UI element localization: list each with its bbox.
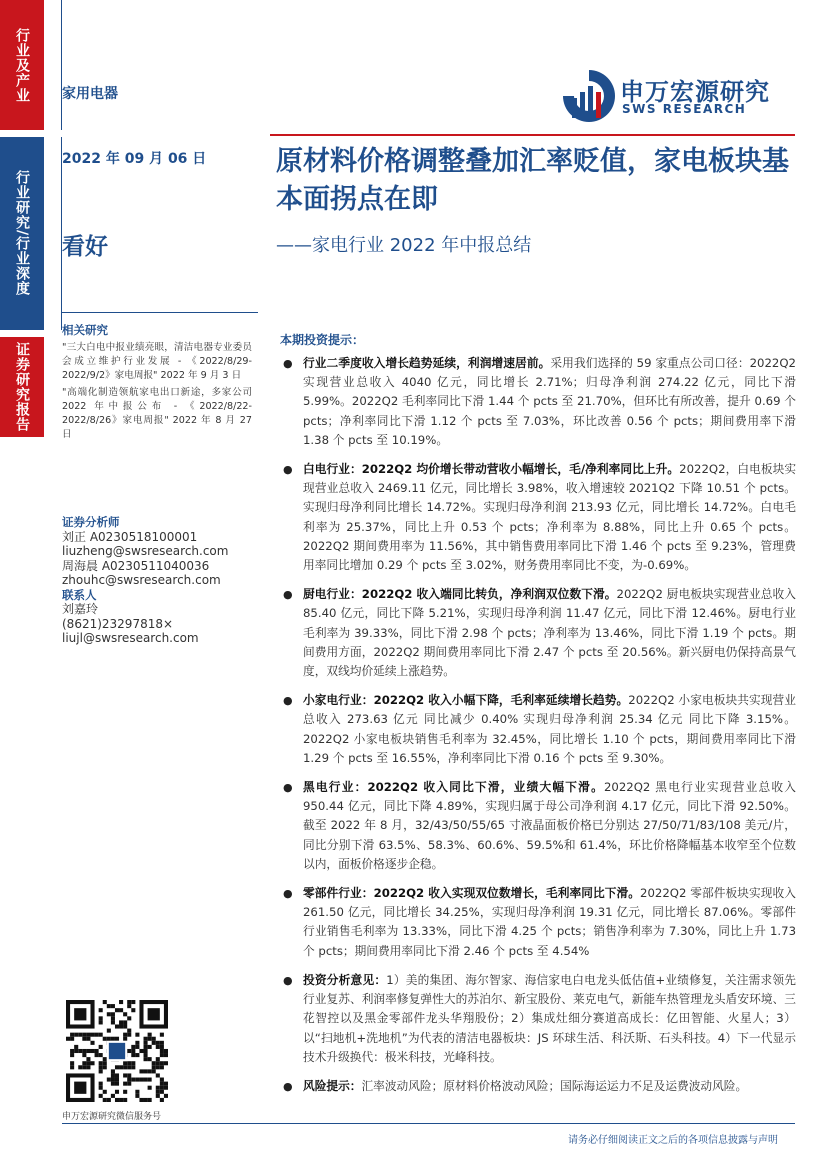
bullet-list: [276, 354, 796, 1106]
bullet-lead: 投资分析意见：: [303, 972, 387, 987]
contact-line: 刘嘉玲: [62, 602, 99, 616]
bullet-item: [276, 691, 796, 768]
sidebar-rule: [62, 312, 258, 313]
analyst-line: zhouhc@swsresearch.com: [62, 573, 221, 587]
logo-text-cn: 申万宏源研究: [620, 78, 770, 106]
header-rule: [270, 134, 795, 136]
report-date: 2022 年 09 月 06 日: [62, 151, 207, 167]
related-heading: 相关研究: [62, 323, 108, 337]
bullet-dot-icon: ●: [283, 463, 293, 477]
logo-text-en: SWS RESEARCH: [622, 102, 747, 116]
sws-logo-icon: [560, 68, 618, 124]
tab-report-kind: [0, 337, 44, 437]
bullet-text: 2022Q2 零部件板块实现收入 261.50 亿元，同比增长 34.25%，实现归母净利润 19.31 亿元，同比增长 87.06%。零部件行业销售毛利率为 13.33%，同比下滑 4.25 个 pcts；销售净利率为 7.30%，同比上升 1.73 个 pcts；期间费用率同比下滑 2.46 个 pcts 至 4.54%: [303, 886, 796, 958]
bullet-text: 采用我们选择的 59 家重点公司口径：2022Q2 实现营业总收入 4040 亿元，同比增长 2.71%；归母净利润 274.22 亿元，同比下滑 5.99%。2022Q2 毛利率同比下滑 1.44 个 pcts 至 21.70%，但环比有所改善，提升 0.69 个 pcts；净利率同比下滑 1.12 个 pcts 至 7.03%，环比改善 0.56 个 pcts；期间费用率下滑 1.38 个 pcts 至 10.19%。: [303, 356, 796, 447]
contact-line: liujl@swsresearch.com: [62, 631, 199, 645]
tab-industry: [0, 0, 44, 130]
bullet-dot-icon: ●: [283, 694, 293, 708]
bullet-item: [276, 884, 796, 961]
tab-research-type: [0, 137, 44, 330]
bullet-lead: 零部件行业：2022Q2 收入实现双位数增长，毛利率同比下滑。: [303, 886, 641, 901]
qr-caption: 申万宏源研究微信服务号: [62, 1112, 162, 1122]
related-item: "三大白电中报业绩亮眼，清洁电器专业委员会成立维护行业发展 - 《2022/8/29-2022/9/2》家电周报" 2022 年 9 月 3 日: [62, 342, 252, 381]
tab-industry-label: 行业及产业: [14, 27, 30, 103]
bullet-dot-icon: ●: [283, 781, 293, 795]
bullet-lead: 行业二季度收入增长趋势延续，利润增速居前。: [303, 356, 551, 370]
sector-label: 家用电器: [62, 86, 118, 102]
bullet-lead: 小家电行业：2022Q2 收入小幅下降，毛利率延续增长趋势。: [303, 693, 629, 708]
bullet-item: [276, 778, 796, 874]
report-subtitle: ——家电行业 2022 年中报总结: [276, 235, 532, 256]
footer-disclaimer: 请务必仔细阅读正文之后的各项信息披露与声明: [568, 1135, 778, 1146]
bullet-text: 2022Q2，白电板块实现营业总收入 2469.11 亿元，同比增长 3.98%，收入增速较 2021Q2 下降 10.51 个 pcts。实现归母净利同比增长 14.72%。实现归母净利润 213.93 亿元，同比增长 14.72%。白电毛利率为 25.37%，同比上升 0.53 个 pcts；净利率为 8.88%，同比上升 0.65 个 pcts。2022Q2 期间费用率为 11.56%，其中销售费用率同比下滑 1.46 个 pcts 至 9.23%，管理费用率同比增加 0.29 个 pcts 至 3.02%，财务费用率同比不变，为-0.69%。: [303, 462, 797, 573]
related-research: [62, 322, 252, 442]
tab-report-kind-label: 证券研究报告: [14, 342, 30, 432]
contact-line: (8621)23297818×: [62, 616, 174, 631]
divider-line: [61, 0, 62, 130]
qr-code: [66, 1000, 168, 1102]
bullet-lead: 黑电行业：2022Q2 收入同比下滑，业绩大幅下滑。: [303, 780, 604, 795]
analyst-line: 周海晨 A0230511040036: [62, 558, 210, 573]
section-heading: 本期投资提示：: [280, 333, 365, 347]
bullet-text: 1）美的集团、海尔智家、海信家电白电龙头低估值+业绩修复，关注需求领先行业复苏、利润率修复弹性大的苏泊尔、新宝股份、莱克电气，新能车热管理龙头盾安环境、三花智控以及黑金零部件龙头华翔股份；2）集成灶细分赛道高成长：亿田智能、火星人；3）以“扫地机+洗地机”为代表的清洁电器板块：JS 环球生活、科沃斯、石头科技。4）下一代显示技术升级换代：极米科技，光峰科技。: [303, 972, 796, 1064]
bullet-item: [276, 460, 796, 575]
rating: 看好: [62, 234, 108, 260]
bullet-item: [276, 354, 796, 450]
bullet-dot-icon: ●: [283, 357, 293, 370]
analysts-heading: 证券分析师: [62, 515, 120, 529]
bullet-lead: 白电行业：2022Q2 均价增长带动营收小幅增长，毛/净利率同比上升。: [303, 462, 680, 477]
bullet-dot-icon: ●: [283, 887, 293, 901]
bullet-item: [276, 1077, 796, 1096]
bullet-lead: 风险提示：: [303, 1078, 362, 1093]
report-title: 原材料价格调整叠加汇率贬值，家电板块基本面拐点在即: [276, 146, 789, 215]
bullet-dot-icon: ●: [283, 1079, 293, 1093]
bullet-text: 2022Q2 厨电板块实现营业总收入 85.40 亿元，同比下降 5.21%，实现归母净利润 11.47 亿元，同比下滑 12.46%。厨电行业毛利率为 39.33%，同比下滑 2.98 个 pcts；净利率为 13.46%，同比下滑 1.19 个 pcts。期间费用方面，2022Q2 期间费用率同比下滑 2.47 个 pcts 至 20.56%。新兴厨电仍保持高景气度，双线均价延续上涨趋势。: [303, 587, 796, 679]
bullet-dot-icon: ●: [283, 973, 293, 987]
bullet-lead: 厨电行业：2022Q2 收入端同比转负，净利润双位数下滑。: [303, 587, 617, 602]
analyst-line: liuzheng@swsresearch.com: [62, 544, 229, 558]
tab-research-type-label: 行业研究/行业深度: [14, 170, 30, 297]
bullet-item: [276, 585, 796, 681]
qr-code-icon: [66, 1000, 168, 1102]
footer-rule: [62, 1123, 795, 1124]
related-item: "高端化制造领航家电出口新途，多家公司 2022 年中报公布 - 《2022/8/22-2022/8/26》家电周报" 2022 年 8 月 27 日: [62, 387, 252, 440]
bullet-text: 汇率波动风险；原材料价格波动风险；国际海运运力不足及运费波动风险。: [361, 1078, 748, 1093]
analysts-block: [62, 515, 262, 646]
bullet-dot-icon: ●: [283, 588, 293, 602]
analyst-line: 刘正 A0230518100001: [62, 529, 198, 544]
contact-heading: 联系人: [62, 587, 97, 602]
bullet-text: 2022Q2 黑电行业实现营业总收入 950.44 亿元，同比下降 4.89%，实现归属于母公司净利润 4.17 亿元，同比下滑 92.50%。截至 2022 年 8 月，32/43/50/55/65 寸液晶面板价格已分别达 27/50/71/83/108 美元/片，同比分别下滑 63.5%、58.3%、60.6%、59.5%和 61.4%，环比价格降幅基本收窄至个位数以内，面板价格逐步企稳。: [303, 780, 796, 871]
company-logo: [560, 68, 795, 124]
bullet-item: [276, 971, 796, 1067]
bullet-text: 2022Q2 小家电板块共实现营业总收入 273.63 亿元 同比减少 0.40% 实现归母净利润 25.34 亿元 同比下降 3.15%。2022Q2 小家电板块销售毛利率为 32.45%，同比增长 1.10 个 pcts，期间费用率同比下滑 1.29 个 pcts 至 16.55%，净利率同比下滑 0.16 个 pcts 至 9.30%。: [303, 693, 796, 765]
